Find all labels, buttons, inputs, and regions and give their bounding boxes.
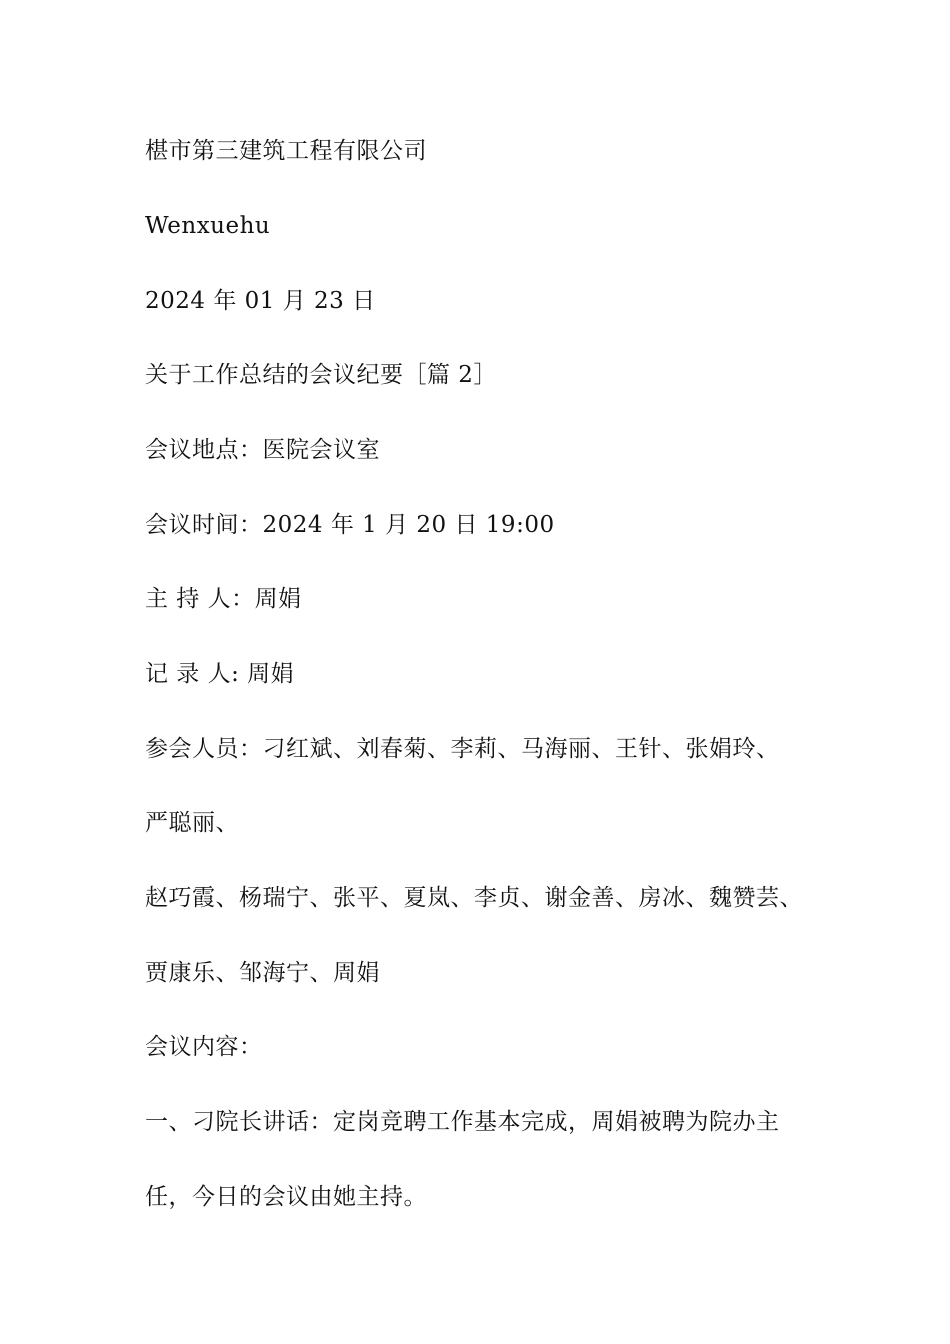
meeting-location: 会议地点：医院会议室 xyxy=(145,437,380,463)
attendees-line-3: 赵巧霞、杨瑞宁、张平、夏岚、李贞、谢金善、房冰、魏赞芸、 xyxy=(145,885,803,911)
author-name: Wenxuehu xyxy=(145,213,271,239)
content-heading: 会议内容： xyxy=(145,1034,263,1060)
content-item-1-line-2: 任，今日的会议由她主持。 xyxy=(145,1184,427,1210)
document-title: 关于工作总结的会议纪要［篇 2］ xyxy=(145,362,497,388)
attendees-line-4: 贾康乐、邹海宁、周娟 xyxy=(145,960,380,986)
document-date: 2024 年 01 月 23 日 xyxy=(145,288,376,314)
meeting-recorder: 记 录 人: 周娟 xyxy=(145,661,295,687)
meeting-time: 会议时间：2024 年 1 月 20 日 19:00 xyxy=(145,512,555,538)
attendees-line-1: 参会人员：刁红斌、刘春菊、李莉、马海丽、王针、张娟玲、 xyxy=(145,736,780,762)
meeting-host: 主 持 人：周娟 xyxy=(145,586,302,612)
content-item-1-line-1: 一、刁院长讲话：定岗竞聘工作基本完成，周娟被聘为院办主 xyxy=(145,1109,780,1135)
company-name: 椹市第三建筑工程有限公司 xyxy=(145,138,427,164)
attendees-line-2: 严聪丽、 xyxy=(145,810,239,836)
